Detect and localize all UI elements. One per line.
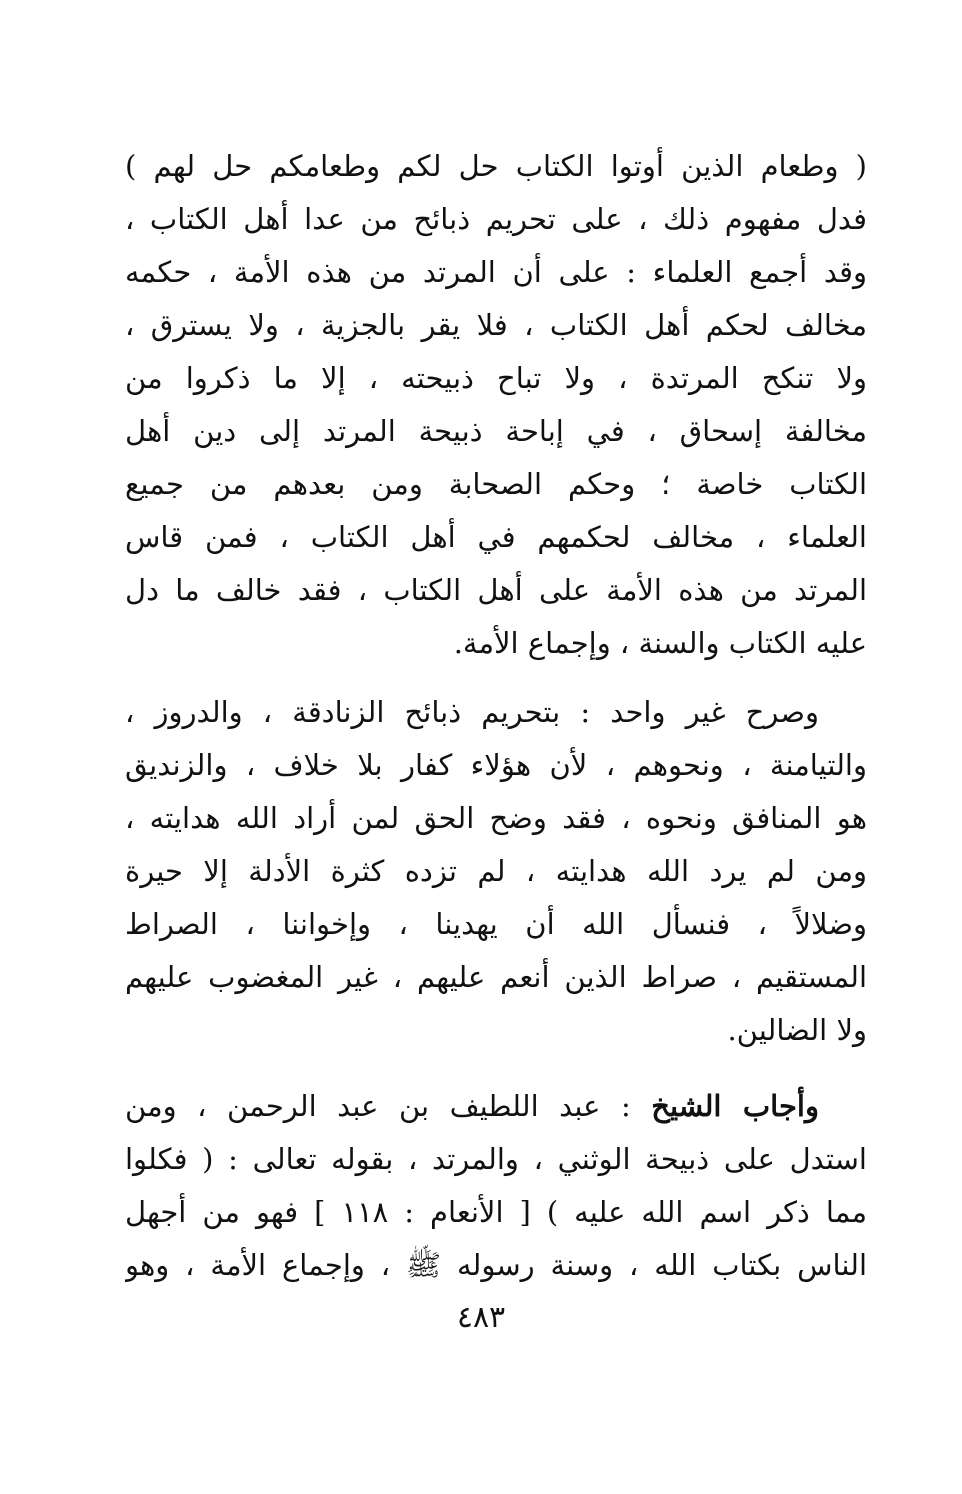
text-line: الكتاب خاصة ؛ وحكم الصحابة ومن بعدهم من جميع	[125, 467, 867, 501]
text-line: وقد أجمع العلماء : على أن المرتد من هذه الأمة ، حكمه	[125, 255, 867, 289]
first-line-rest: : عبد اللطيف بن عبد الرحمن ، ومن	[125, 1089, 631, 1123]
text-line: المرتد من هذه الأمة على أهل الكتاب ، فقد خالف ما دل	[125, 573, 867, 607]
answer-lead: وأجاب الشيخ	[651, 1089, 819, 1123]
paragraph-1	[125, 140, 867, 670]
text-line: ولا الضالين.	[727, 1013, 867, 1047]
paragraph-3	[125, 1080, 867, 1292]
text-line: الناس بكتاب الله ، وسنة رسوله ﷺ ، وإجماع الأمة ، وهو	[125, 1248, 867, 1282]
paragraph-2	[125, 686, 867, 1057]
text-line: فدل مفهوم ذلك ، على تحريم ذبائح من عدا أهل الكتاب ،	[125, 202, 867, 236]
text-line: استدل على ذبيحة الوثني ، والمرتد ، بقوله تعالى : ( فكلوا	[125, 1142, 867, 1176]
text-line: وضلالاً ، فنسأل الله أن يهدينا ، وإخواننا ، الصراط	[125, 907, 867, 941]
text-line: عليه الكتاب والسنة ، وإجماع الأمة.	[453, 626, 867, 660]
page-number: ٤٨٣	[456, 1300, 506, 1335]
text-line: مخالف لحكم أهل الكتاب ، فلا يقر بالجزية ، ولا يسترق ،	[125, 308, 867, 342]
text-line: العلماء ، مخالف لحكمهم في أهل الكتاب ، فمن قاس	[125, 520, 867, 554]
text-line: هو المنافق ونحوه ، فقد وضح الحق لمن أراد الله هدايته ،	[125, 801, 867, 835]
text-line-first	[125, 1080, 867, 1133]
text-line: ولا تنكح المرتدة ، ولا تباح ذبيحته ، إلا ما ذكروا من	[125, 361, 867, 395]
text-line: ( وطعام الذين أوتوا الكتاب حل لكم وطعامكم حل لهم )	[125, 149, 867, 183]
text-line: المستقيم ، صراط الذين أنعم عليهم ، غير المغضوب عليهم	[125, 960, 867, 994]
text-line: مما ذكر اسم الله عليه ) [ الأنعام : ١١٨ ] فهو من أجهل	[125, 1195, 867, 1229]
text-line: وصرح غير واحد : بتحريم ذبائح الزنادقة ، والدروز ،	[125, 695, 819, 729]
text-line: مخالفة إسحاق ، في إباحة ذبيحة المرتد إلى دين أهل	[125, 414, 867, 448]
text-line: والتيامنة ، ونحوهم ، لأن هؤلاء كفار بلا خلاف ، والزنديق	[125, 748, 867, 782]
text-line: ومن لم يرد الله هدايته ، لم تزده كثرة الأدلة إلا حيرة	[125, 854, 867, 888]
